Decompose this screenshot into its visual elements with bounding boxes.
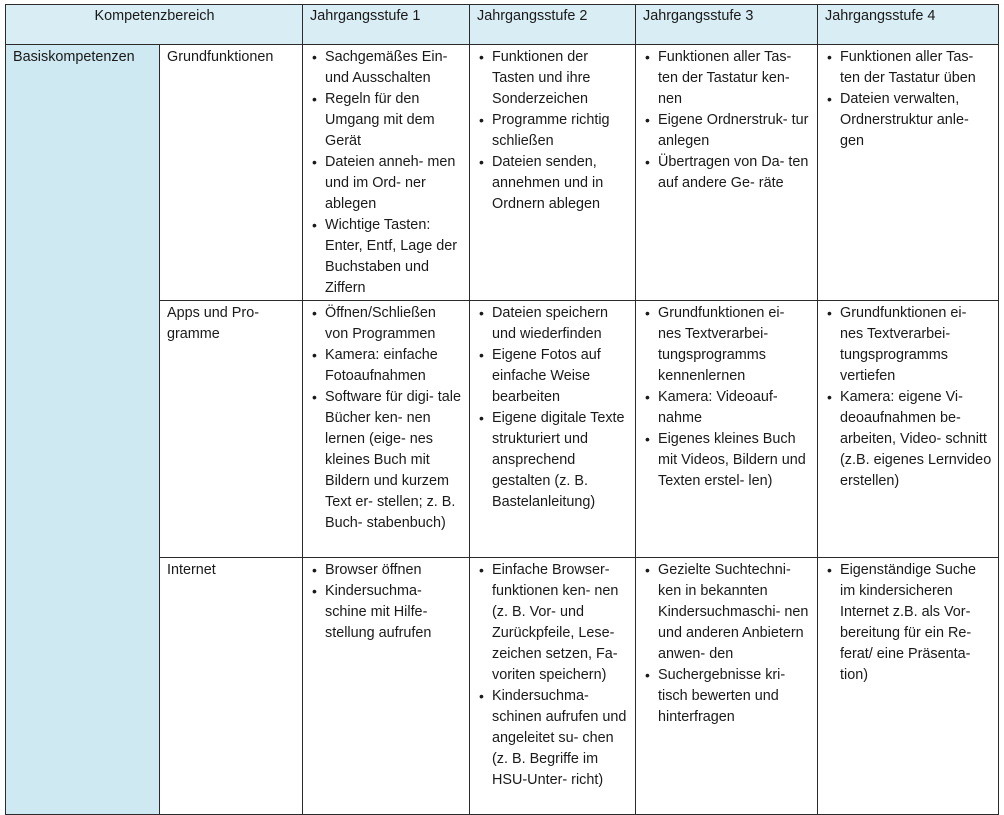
list-item: • Grundfunktionen ei- nes Textverarbei- tungsprogramms vertiefen <box>825 303 992 387</box>
bullet-list <box>477 560 629 791</box>
list-item: • Dateien anneh- men und im Ord- ner ablegen <box>310 152 463 215</box>
main-area-cell: Basiskompetenzen <box>6 45 160 815</box>
row-label-grundfunktionen: Grundfunktionen <box>160 45 303 301</box>
cell <box>636 558 818 815</box>
cell <box>303 45 470 301</box>
list-item: • Eigene Fotos auf einfache Weise bearbeiten <box>477 345 629 408</box>
table-row <box>6 45 999 301</box>
list-item: • Kamera: Videoauf- nahme <box>643 387 811 429</box>
bullet-list <box>643 47 811 194</box>
cell <box>470 301 636 558</box>
bullet-list <box>477 303 629 513</box>
list-item: • Eigenes kleines Buch mit Videos, Bildern und Texten erstel- len) <box>643 429 811 492</box>
list-item: • Dateien verwalten, Ordnerstruktur anle- gen <box>825 89 992 152</box>
header-row <box>6 5 999 45</box>
list-item: • Sachgemäßes Ein- und Ausschalten <box>310 47 463 89</box>
list-item: • Browser öffnen <box>310 560 463 581</box>
row-label-apps: Apps und Pro- gramme <box>160 301 303 558</box>
list-item: • Eigenständige Suche im kindersicheren Internet z.B. als Vor- bereitung für ein Re- ferat/ eine Präsenta- tion) <box>825 560 992 686</box>
list-item: • Öffnen/Schließen von Programmen <box>310 303 463 345</box>
bullet-list <box>643 560 811 728</box>
cell <box>818 301 999 558</box>
bullet-list <box>310 47 463 299</box>
list-item: • Software für digi- tale Bücher ken- nen lernen (eige- nes kleines Buch mit Bildern und kurzem Text er- stellen; z. B. Buch- stabenbuch) <box>310 387 463 534</box>
list-item: • Eigene Ordnerstruk- tur anlegen <box>643 110 811 152</box>
cell <box>470 558 636 815</box>
competency-table <box>5 4 999 815</box>
bullet-list <box>310 560 463 644</box>
list-item: • Kamera: eigene Vi- deoaufnahmen be- arbeiten, Video- schnitt (z.B. eigenes Lernvideo erstellen) <box>825 387 992 492</box>
cell <box>303 558 470 815</box>
list-item: • Funktionen aller Tas- ten der Tastatur ken- nen <box>643 47 811 110</box>
list-item: • Dateien speichern und wiederfinden <box>477 303 629 345</box>
list-item: • Wichtige Tasten: Enter, Entf, Lage der Buchstaben und Ziffern <box>310 215 463 299</box>
cell <box>303 301 470 558</box>
cell <box>636 301 818 558</box>
cell <box>818 558 999 815</box>
list-item: • Übertragen von Da- ten auf andere Ge- räte <box>643 152 811 194</box>
list-item: • Regeln für den Umgang mit dem Gerät <box>310 89 463 152</box>
list-item: • Programme richtig schließen <box>477 110 629 152</box>
header-stufe-2: Jahrgangsstufe 2 <box>470 5 636 45</box>
list-item: • Suchergebnisse kri- tisch bewerten und hinterfragen <box>643 665 811 728</box>
list-item: • Eigene digitale Texte strukturiert und ansprechend gestalten (z. B. Bastelanleitung) <box>477 408 629 513</box>
list-item: • Gezielte Suchtechni- ken in bekannten Kindersuchmaschi- nen und anderen Anbietern anwen- den <box>643 560 811 665</box>
list-item: • Einfache Browser- funktionen ken- nen (z. B. Vor- und Zurückpfeile, Lese- zeichen setzen, Fa- voriten speichern) <box>477 560 629 686</box>
header-stufe-3: Jahrgangsstufe 3 <box>636 5 818 45</box>
list-item: • Kamera: einfache Fotoaufnahmen <box>310 345 463 387</box>
bullet-list <box>825 47 992 152</box>
cell <box>818 45 999 301</box>
row-label-internet: Internet <box>160 558 303 815</box>
header-kompetenzbereich: Kompetenzbereich <box>6 5 303 45</box>
list-item: • Funktionen der Tasten und ihre Sonderzeichen <box>477 47 629 110</box>
bullet-list <box>310 303 463 534</box>
cell <box>470 45 636 301</box>
list-item: • Kindersuchma- schine mit Hilfe- stellung aufrufen <box>310 581 463 644</box>
list-item: • Dateien senden, annehmen und in Ordnern ablegen <box>477 152 629 215</box>
header-stufe-1: Jahrgangsstufe 1 <box>303 5 470 45</box>
header-stufe-4: Jahrgangsstufe 4 <box>818 5 999 45</box>
list-item: • Grundfunktionen ei- nes Textverarbei- tungsprogramms kennenlernen <box>643 303 811 387</box>
bullet-list <box>643 303 811 492</box>
list-item: • Funktionen aller Tas- ten der Tastatur üben <box>825 47 992 89</box>
bullet-list <box>477 47 629 215</box>
bullet-list <box>825 560 992 686</box>
bullet-list <box>825 303 992 492</box>
cell <box>636 45 818 301</box>
list-item: • Kindersuchma- schinen aufrufen und angeleitet su- chen (z. B. Begriffe im HSU-Unter- richt) <box>477 686 629 791</box>
